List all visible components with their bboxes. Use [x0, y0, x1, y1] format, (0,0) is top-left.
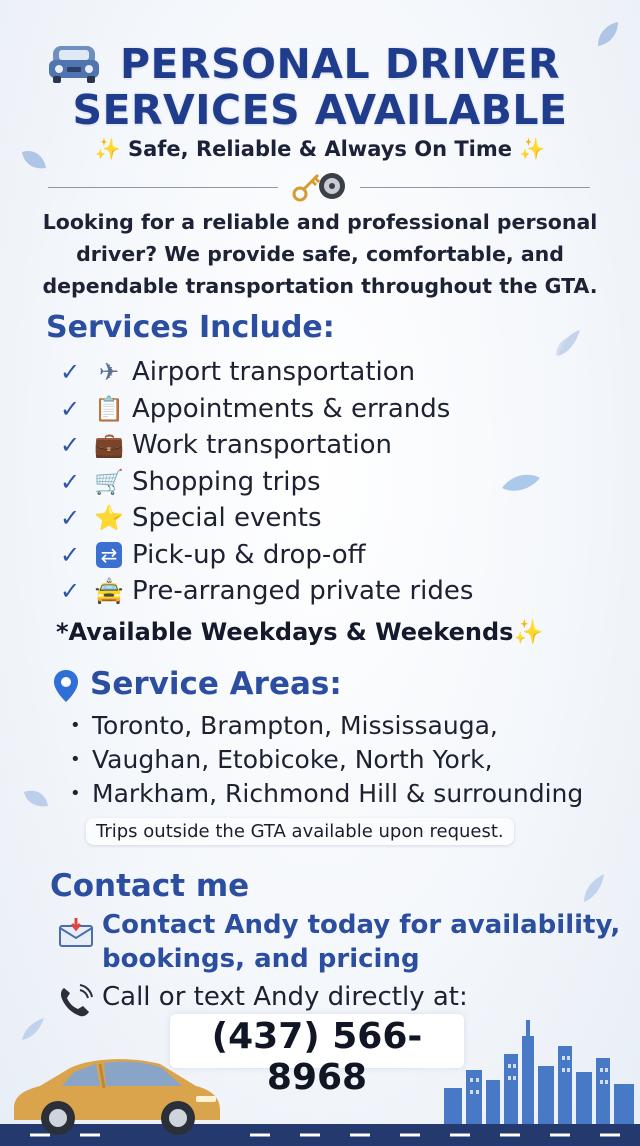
list-item	[60, 391, 473, 428]
list-item	[60, 573, 473, 610]
service-areas-heading: Service Areas:	[90, 666, 342, 702]
services-heading: Services Include:	[46, 310, 335, 345]
availability-label: *Available Weekdays & Weekends	[56, 618, 514, 646]
contact-line-2: bookings, and pricing	[102, 944, 420, 974]
contact-heading: Contact me	[50, 868, 250, 904]
subtitle: ✨ Safe, Reliable & Always On Time ✨	[94, 137, 546, 161]
divider	[48, 187, 278, 188]
bullet: •	[70, 748, 81, 770]
leaf-icon	[500, 470, 542, 494]
list-item	[70, 776, 583, 810]
check-icon: ✓	[60, 467, 81, 496]
area-label: Vaughan, Etobicoke, North York,	[92, 744, 493, 774]
service-label: Appointments & errands	[132, 393, 451, 424]
leaf-icon	[22, 786, 50, 810]
list-item	[60, 427, 473, 464]
check-icon: ✓	[60, 504, 81, 533]
sparkle-icon: ✨	[513, 618, 544, 646]
check-icon: ✓	[60, 431, 81, 460]
title-line-2: SERVICES AVAILABLE	[72, 86, 568, 134]
services-list	[60, 354, 473, 610]
contact-line-1: Contact Andy today for availability,	[102, 910, 621, 940]
phone-number[interactable]: (437) 566-8968	[211, 1016, 423, 1098]
list-item	[70, 742, 583, 776]
check-icon: ✓	[60, 358, 81, 387]
service-label: Special events	[132, 503, 322, 534]
areas-list	[70, 708, 583, 810]
list-item	[60, 464, 473, 501]
intro-text: Looking for a reliable and professional personal driver? We provide safe, comfortable, and dependable transportation throughout the GTA.	[42, 210, 598, 298]
envelope-icon	[58, 918, 94, 948]
bullet: •	[70, 714, 81, 736]
check-icon: ✓	[60, 394, 81, 423]
list-item	[60, 537, 473, 574]
availability-text	[56, 618, 543, 646]
leaf-icon	[578, 870, 610, 906]
clipboard-icon: 📋	[94, 394, 124, 423]
briefcase-icon: 💼	[94, 431, 124, 460]
area-label: Toronto, Brampton, Mississauga,	[92, 710, 498, 740]
service-label: Pick-up & drop-off	[132, 539, 366, 570]
swap-arrows-icon: ⇄	[96, 542, 122, 568]
outside-gta-note: Trips outside the GTA available upon request.	[86, 818, 514, 845]
check-icon: ✓	[60, 577, 81, 606]
service-label: Work transportation	[132, 430, 392, 461]
city-skyline-icon	[444, 1020, 634, 1128]
list-item	[70, 708, 583, 742]
star-icon: ⭐	[94, 504, 124, 533]
list-item	[60, 354, 473, 391]
list-item	[60, 500, 473, 537]
divider	[360, 187, 590, 188]
service-label: Shopping trips	[132, 466, 321, 497]
shopping-cart-icon: 🛒	[94, 467, 124, 496]
title-line-1: PERSONAL DRIVER	[119, 40, 561, 88]
service-label: Pre-arranged private rides	[132, 576, 474, 607]
keys-icon	[286, 168, 354, 204]
service-label: Airport transportation	[132, 357, 416, 388]
sedan-car-icon	[14, 1059, 220, 1135]
area-label: Markham, Richmond Hill & surrounding	[92, 778, 584, 808]
leaf-icon	[552, 326, 586, 360]
location-pin-icon	[52, 668, 80, 704]
airplane-icon: ✈	[98, 358, 120, 387]
taxi-sign-icon: 🚖	[94, 577, 124, 606]
check-icon: ✓	[60, 540, 81, 569]
bullet: •	[70, 782, 81, 804]
call-text: Call or text Andy directly at:	[102, 982, 468, 1012]
bottom-illustration	[0, 1010, 640, 1146]
